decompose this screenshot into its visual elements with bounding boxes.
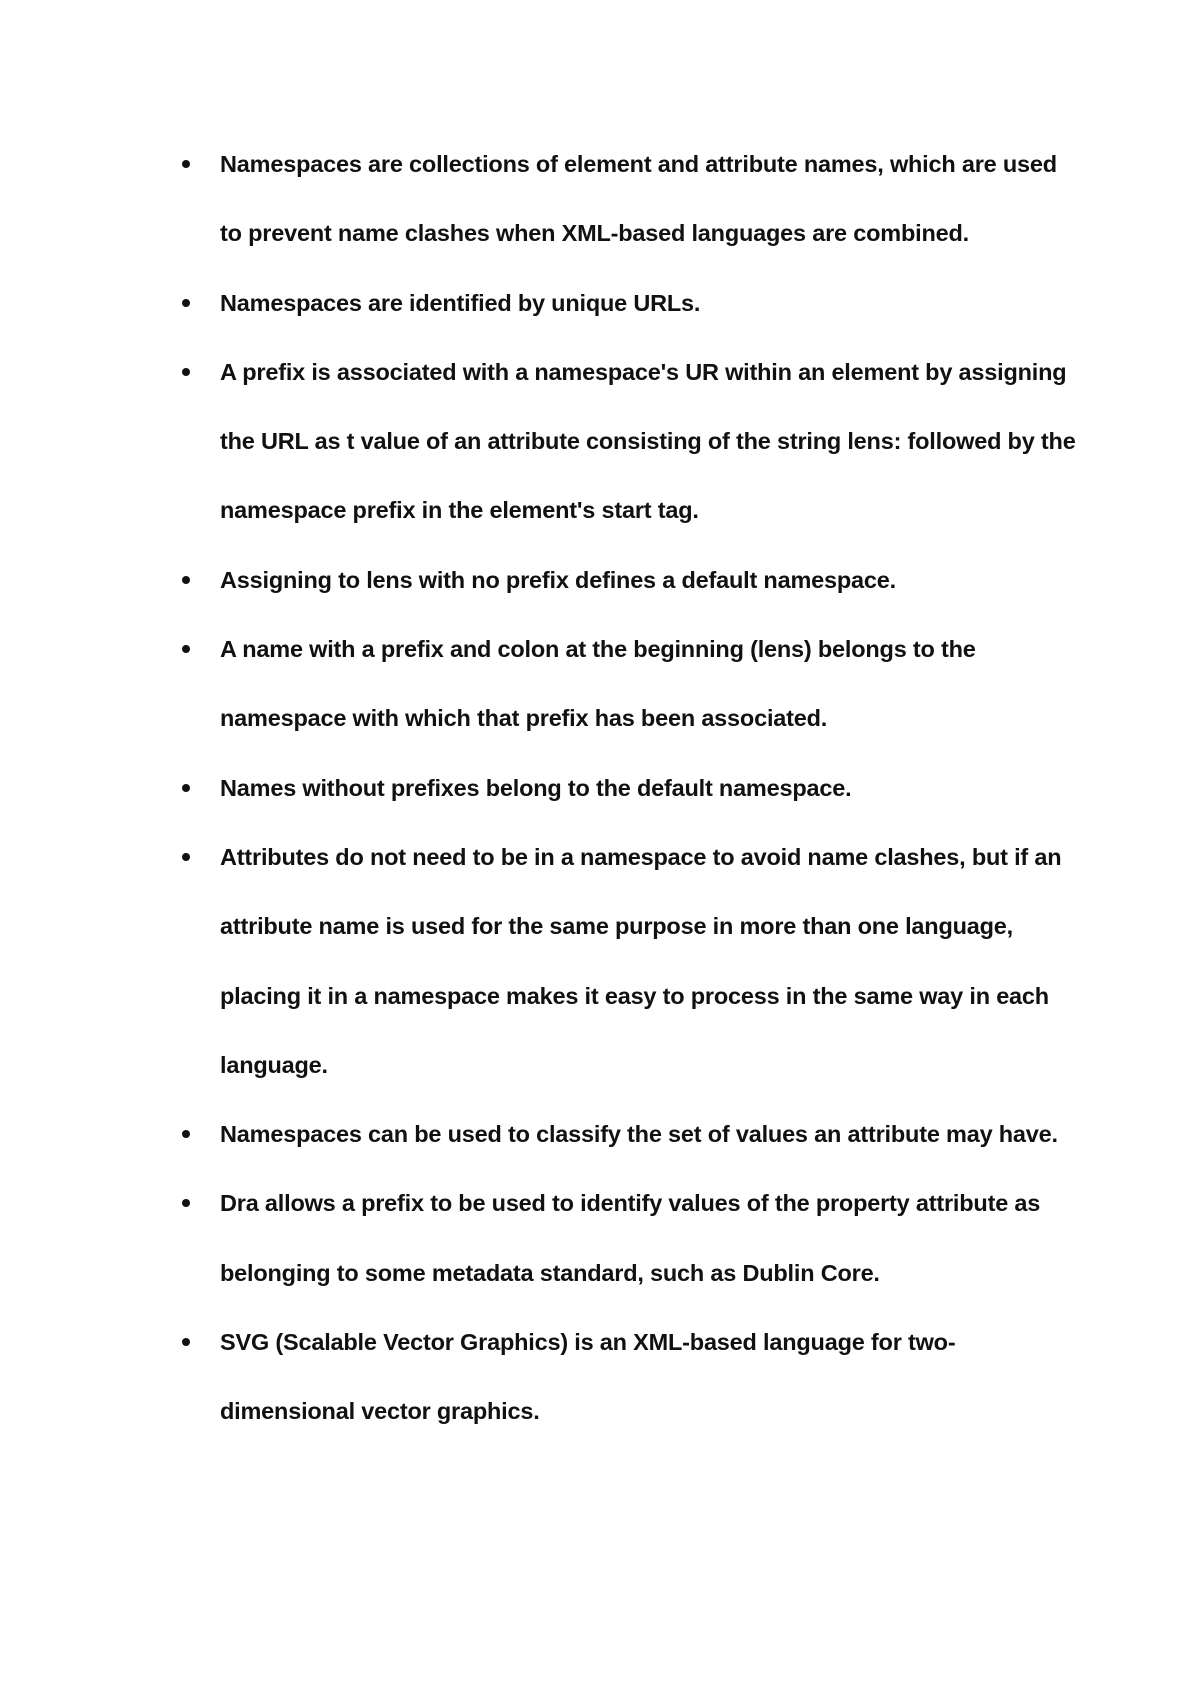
- bullet-item: [182, 269, 1082, 338]
- bullet-list: [182, 130, 1082, 1447]
- bullet-text: Namespaces are collections of element and attribute names, which are used to prevent name clashes when XML-based languages are combined.: [220, 151, 1057, 247]
- bullet-text: Dra allows a prefix to be used to identify values of the property attribute as belonging to some metadata standard, such as Dublin Core.: [220, 1190, 1041, 1286]
- bullet-text: Attributes do not need to be in a namespace to avoid name clashes, but if an attribute name is used for the same purpose in more than one language, placing it in a namespace makes it easy to process in the same way in each language.: [220, 843, 1062, 1078]
- bullet-text: Namespaces can be used to classify the set of values an attribute may have.: [220, 1121, 1058, 1148]
- bullet-item: [182, 615, 1082, 754]
- bullet-item: [182, 546, 1082, 615]
- bullet-icon: [182, 784, 190, 792]
- bullet-item: [182, 338, 1082, 546]
- bullet-text: Names without prefixes belong to the default namespace.: [220, 774, 852, 801]
- bullet-icon: [182, 645, 190, 653]
- bullet-icon: [182, 576, 190, 584]
- bullet-item: [182, 130, 1082, 269]
- bullet-text: A name with a prefix and colon at the beginning (lens) belongs to the namespace with which that prefix has been associated.: [220, 636, 976, 732]
- bullet-icon: [182, 160, 190, 168]
- bullet-text: A prefix is associated with a namespace's UR within an element by assigning the URL as t value of an attribute consisting of the string lens: followed by the namespace prefix in the element's start tag.: [220, 358, 1076, 524]
- bullet-icon: [182, 1199, 190, 1207]
- bullet-item: [182, 754, 1082, 823]
- bullet-text: Namespaces are identified by unique URLs.: [220, 289, 701, 316]
- bullet-item: [182, 1308, 1082, 1447]
- bullet-icon: [182, 1338, 190, 1346]
- bullet-icon: [182, 1130, 190, 1138]
- bullet-text: SVG (Scalable Vector Graphics) is an XML-based language for two-dimensional vector graphics.: [220, 1329, 956, 1425]
- bullet-item: [182, 1100, 1082, 1169]
- bullet-icon: [182, 853, 190, 861]
- bullet-item: [182, 823, 1082, 1100]
- bullet-icon: [182, 368, 190, 376]
- bullet-text: Assigning to lens with no prefix defines a default namespace.: [220, 566, 896, 593]
- bullet-item: [182, 1169, 1082, 1308]
- bullet-icon: [182, 299, 190, 307]
